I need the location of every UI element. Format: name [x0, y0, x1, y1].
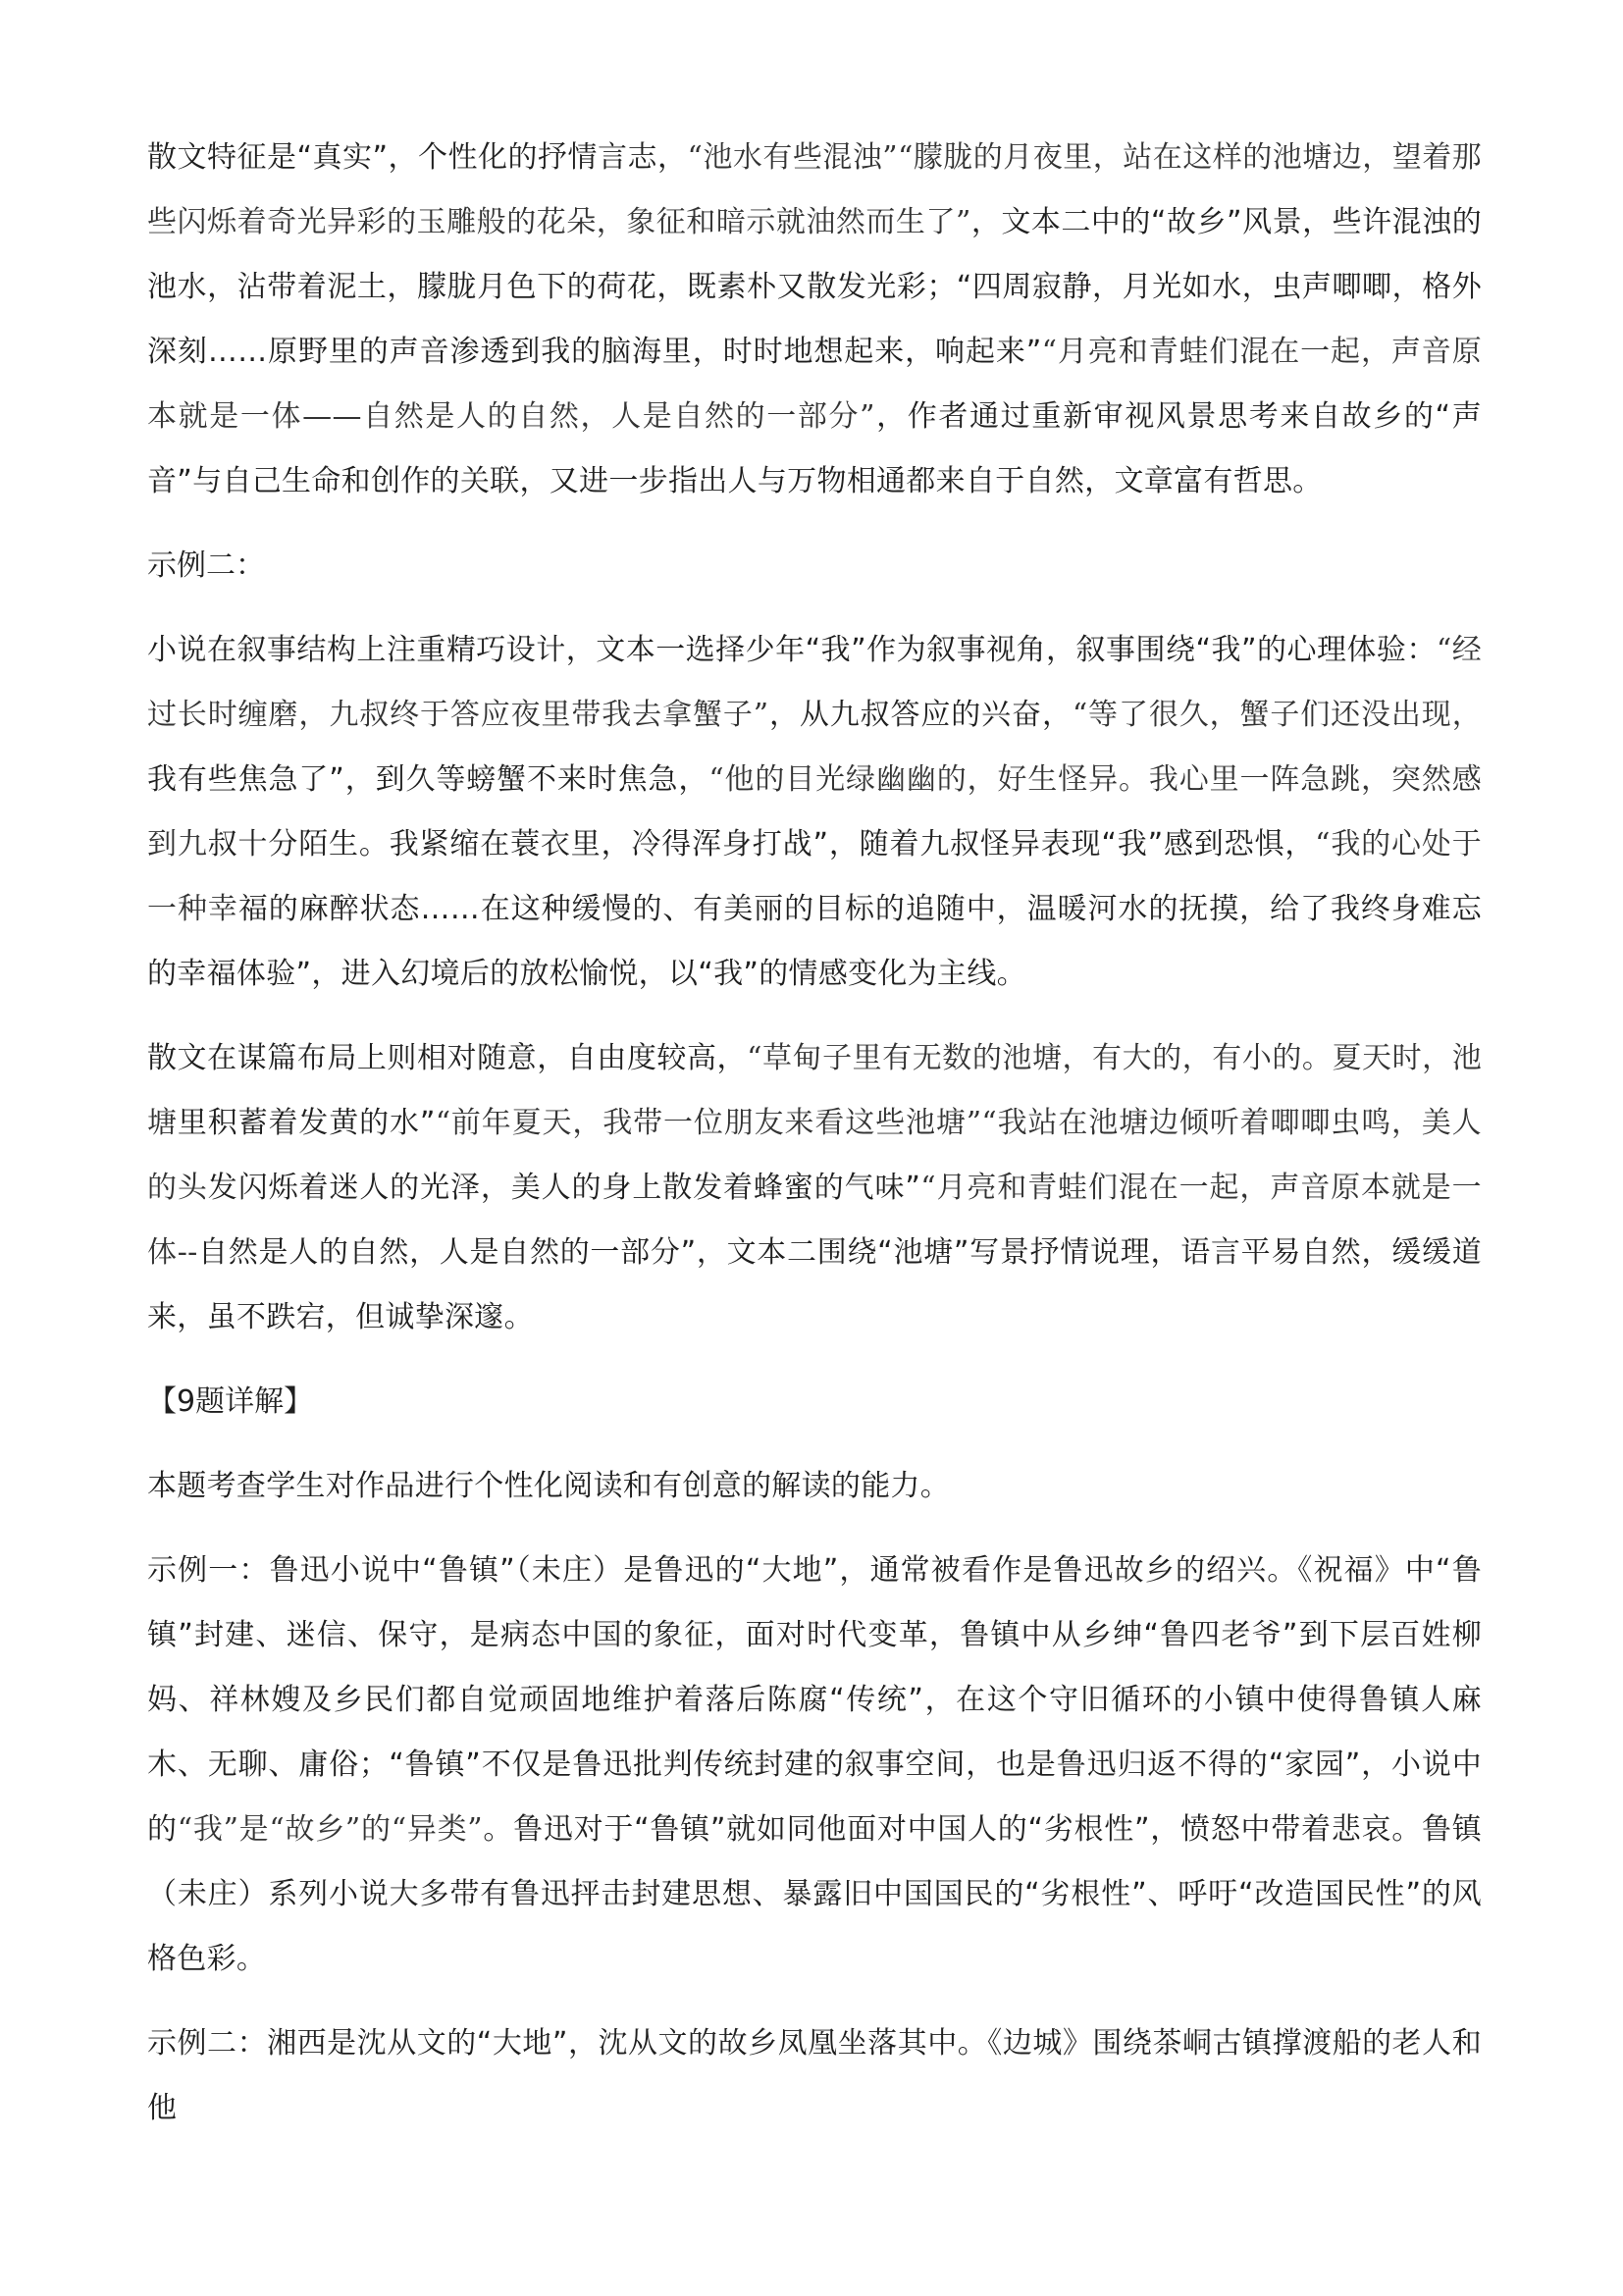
text-segment: 小说在叙事结构上注重精巧设计，文本一选择少年“我”作为叙事视角，叙事围绕“我”的心理体验： — [147, 633, 1437, 667]
paragraph-prose-layout — [147, 1026, 1482, 1350]
text-segment: 我有些焦急了”，到久等螃蟹不来时焦急， — [147, 762, 709, 797]
text-segment: 发闪烁着迷人的光泽，美人的身上散发着蜂蜜的气味” — [207, 1171, 921, 1205]
quote-segment: “前年夏天，我带一位朋友来看这些池塘”“我站在池塘边倾听着唧唧虫鸣，美人的头 — [147, 1106, 1482, 1205]
text-segment: 自然是人的自然，人是自然的一部分”，文本二围绕“池塘”写景抒情说理，语言平易自然，缓缓道来，虽不跌宕，但诚挚深邃。 — [147, 1235, 1482, 1334]
text-segment: 里积蓄着发黄的水” — [177, 1106, 436, 1140]
text-segment: 本题考查学生对作品进行个性化阅读和有创意的解读的能力。 — [147, 1469, 951, 1503]
question-9-heading — [147, 1370, 1482, 1435]
example-two-label — [147, 534, 1482, 599]
quote-segment: “等了很久，蟹子们还没出现， — [1072, 698, 1482, 732]
text-segment: 叔十分陌生。我紧缩在蓑衣里，冷得浑身打战”，随着九叔怪异表现“我”感到恐惧， — [207, 827, 1316, 861]
quote-segment: “经过长时缠磨，九叔终于答应夜里带我去拿蟹子” — [147, 633, 1482, 732]
heading-text: 【9题详解】 — [147, 1384, 314, 1419]
text-segment: 福的麻醉状态……在这种缓慢的、有美丽的目标的追随中，温暖河水的抚摸，给了我终身难忘的幸福体验”，进入幻境后的放松愉悦，以“我”的情感变化为主线。 — [147, 892, 1482, 991]
text-segment: 。鲁迅对于“鲁镇”就如同他面对中国人的“劣根性”，愤怒中带着悲哀。鲁镇（未庄）系列小说大多带有鲁迅抨击封建思想、暴露旧中国国民的“劣根性”、呼吁“改造国民性”的风格色彩。 — [147, 1812, 1483, 1976]
document-page — [147, 126, 1482, 2161]
quote-segment: “池水有些混浊”“朦胧的月夜里，站在这样的池塘边，望着那些闪烁着奇光异彩的玉雕般的花朵，象征和暗示就油然而生了” — [147, 140, 1482, 239]
paragraph-example-two — [147, 2011, 1482, 2141]
quote-segment: “草甸子里有无数的池塘，有大的，有小的。夏天时，池塘 — [147, 1041, 1482, 1140]
text-segment: ，作者通过重新审视风景思考来自故乡的“声音”与自己生命和创作的关联，又进一步指出人与万物相通都来自于自然，文章富有哲思。 — [147, 399, 1482, 498]
label-text: 示例二： — [147, 548, 265, 583]
paragraph-question-intro — [147, 1454, 1482, 1519]
text-segment: ，从九叔答应的兴奋， — [768, 698, 1073, 732]
text-segment: 示例一：鲁迅小说中“鲁镇”（未庄）是鲁迅的“大地”，通常被看作是鲁迅故乡的绍兴。《祝福》中“鲁镇”封建、迷信、保守，是病态中国的象征，面对时代变革，鲁镇中从乡绅“鲁四老爷”到下层百姓柳妈、祥林嫂及乡民们都自觉顽固地维护着落后陈腐“传统”，在这个守旧循环的小镇中使得鲁镇人麻木、无聊、庸俗；“鲁镇”不仅是鲁迅批判传统封建的叙事空间，也是鲁迅归返不得的“家园”，小说中的 — [147, 1553, 1482, 1847]
quote-segment: “月亮和青蛙们混在一起，声音原本就是一体-- — [147, 1171, 1482, 1270]
text-segment: 散文在谋篇布局上则相对随意，自由度较高， — [147, 1041, 748, 1075]
quote-segment: “我的心处于一种幸 — [147, 827, 1482, 926]
paragraph-example-one — [147, 1539, 1482, 1992]
paragraph-novel-structure — [147, 618, 1482, 1007]
text-segment: ，文本二中的“故乡”风景，些许混浊的池水，沾带着泥土，朦胧月色下的荷花，既素朴又散发光彩；“四周寂静，月光如水，虫声唧唧，格外深刻……原野里的声音渗透到我的脑海里，时时地想起来，响起来” — [147, 205, 1482, 369]
quote-segment: “他的目光绿幽幽的，好生怪异。我心里一阵急跳，突然感到九 — [147, 762, 1482, 861]
quote-segment: “月亮和青蛙们混在一起，声音原本就是一体——自然是人的自然，人是自然的一部分” — [147, 335, 1482, 434]
quote-segment: “我”是“故乡”的“异类” — [177, 1812, 483, 1847]
text-segment: 散文特征是“真实”，个性化的抒情言志， — [147, 140, 688, 175]
paragraph-prose-analysis — [147, 126, 1482, 514]
text-segment: 示例二：湘西是沈从文的“大地”，沈从文的故乡凤凰坐落其中。《边城》围绕茶峒古镇撑渡船的老人和他 — [147, 2026, 1482, 2125]
